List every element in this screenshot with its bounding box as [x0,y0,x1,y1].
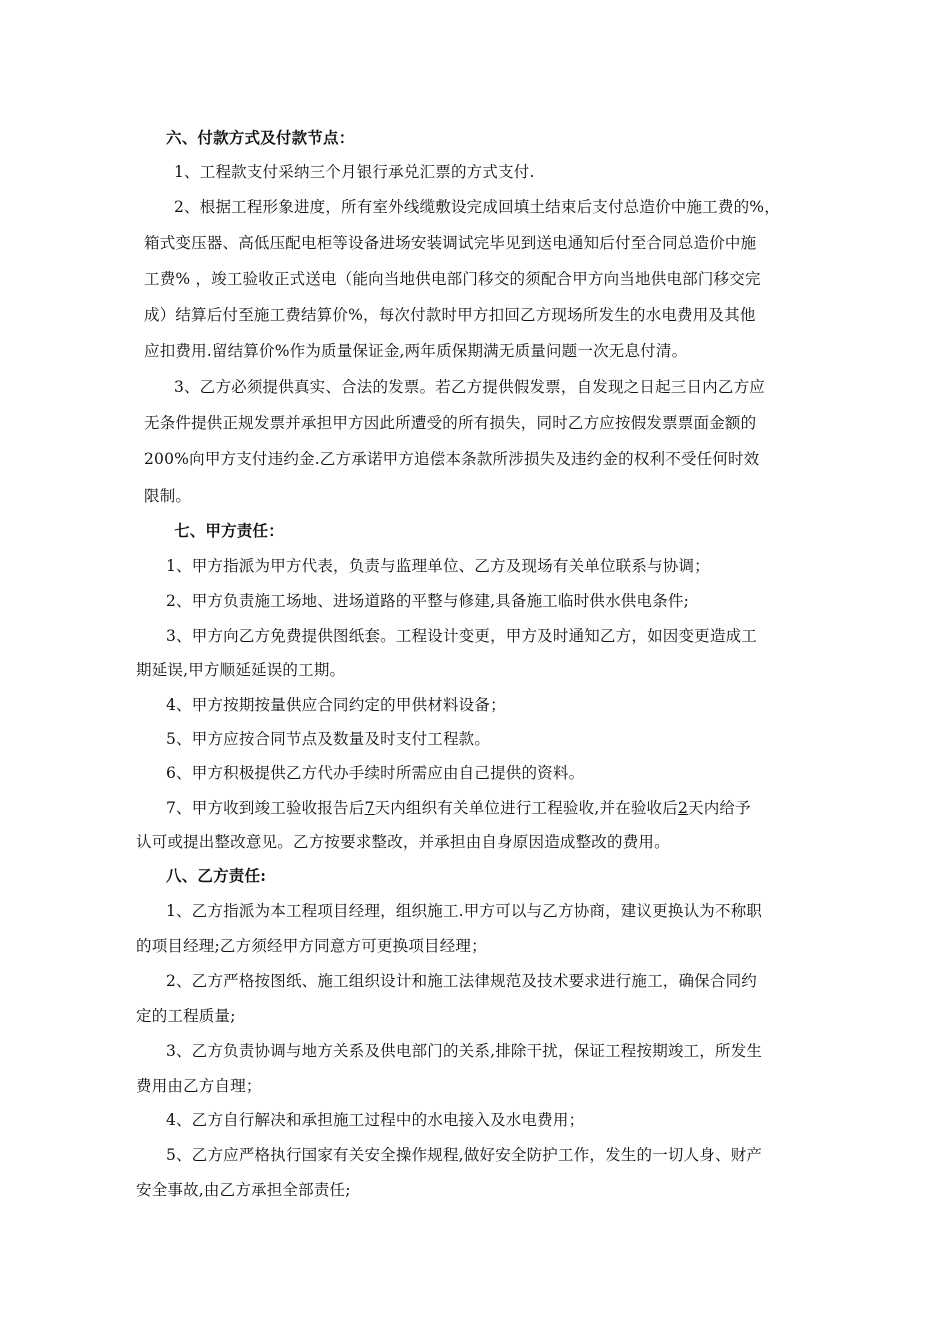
section6-item3-line1: 3、乙方必须提供真实、合法的发票。若乙方提供假发票，自发现之日起三日内乙方应 [174,378,765,396]
section6-item3-line2: 无条件提供正规发票并承担甲方因此所遭受的所有损失，同时乙方应按假发票票面金额的 [144,414,757,432]
section7-item7-days-a: 7 [364,799,375,817]
section7-item1: 1、甲方指派为甲方代表，负责与监理单位、乙方及现场有关单位联系与协调； [166,557,710,575]
section7-heading: 七、甲方责任： [174,521,284,540]
section6-item2-line5: 应扣费用.留结算价%作为质量保证金,两年质保期满无质量问题一次无息付清。 [144,342,688,360]
section8-item5-line1: 5、乙方应严格执行国家有关安全操作规程,做好安全防护工作，发生的一切人身、财产 [166,1146,763,1164]
section6-item2-line1: 2、根据工程形象进度，所有室外线缆敷设完成回填土结束后支付总造价中施工费的%， [174,198,780,216]
section7-item5: 5、甲方应按合同节点及数量及时支付工程款。 [166,730,491,748]
section8-heading: 八、乙方责任: [166,866,267,885]
section8-item1-line1: 1、乙方指派为本工程项目经理，组织施工.甲方可以与乙方协商，建议更换认为不称职 [166,902,763,920]
section7-item7-days-b: 2 [677,799,689,817]
section8-item2-line2: 定的工程质量; [136,1007,236,1025]
section8-item2-line1: 2、乙方严格按图纸、施工组织设计和施工法律规范及技术要求进行施工，确保合同约 [166,972,757,990]
section8-item4: 4、乙方自行解决和承担施工过程中的水电接入及水电费用； [166,1111,585,1129]
section7-item7-text-c: 天内给予 [688,799,751,817]
section6-item2-line4: 成）结算后付至施工费结算价%，每次付款时甲方扣回乙方现场所发生的水电费用及其他 [144,306,756,324]
section8-item5-line2: 安全事故,由乙方承担全部责任; [136,1181,351,1199]
section6-item2-line3: 工费% ，竣工验收正式送电（能向当地供电部门移交的须配合甲方向当地供电部门移交完 [144,270,761,288]
section7-item6: 6、甲方积极提供乙方代办手续时所需应由自己提供的资料。 [166,764,585,782]
section6-item2-line2: 箱式变压器、高低压配电柜等设备进场安装调试完毕见到送电通知后付至合同总造价中施 [144,234,757,252]
section7-item3-line2: 期延误,甲方顺延延误的工期。 [136,661,346,679]
section7-item7-line1 [166,798,751,818]
section7-item3-line1: 3、甲方向乙方免费提供图纸套。工程设计变更，甲方及时通知乙方，如因变更造成工 [166,627,757,645]
section6-item3-line3: 200%向甲方支付违约金.乙方承诺甲方追偿本条款所涉损失及违约金的权利不受任何时效 [144,450,760,468]
section6-item3-line4: 限制。 [144,487,192,505]
section8-item3-line1: 3、乙方负责协调与地方关系及供电部门的关系,排除干扰，保证工程按期竣工，所发生 [166,1042,763,1060]
section7-item4: 4、甲方按期按量供应合同约定的甲供材料设备； [166,696,506,714]
section6-item1: 1、工程款支付采纳三个月银行承兑汇票的方式支付. [174,163,535,181]
section7-item2: 2、甲方负责施工场地、进场道路的平整与修建,具备施工临时供水供电条件; [166,592,690,610]
section8-item1-line2: 的项目经理;乙方须经甲方同意方可更换项目经理； [136,937,487,955]
section7-item7-line2: 认可或提出整改意见。乙方按要求整改，并承担由自身原因造成整改的费用。 [136,833,670,851]
section8-item3-line2: 费用由乙方自理； [136,1077,262,1095]
section7-item7-text-a: 7、甲方收到竣工验收报告后 [166,799,365,817]
section6-heading: 六、付款方式及付款节点： [166,128,355,147]
section7-item7-text-b: 天内组织有关单位进行工程验收,并在验收后 [374,799,678,817]
